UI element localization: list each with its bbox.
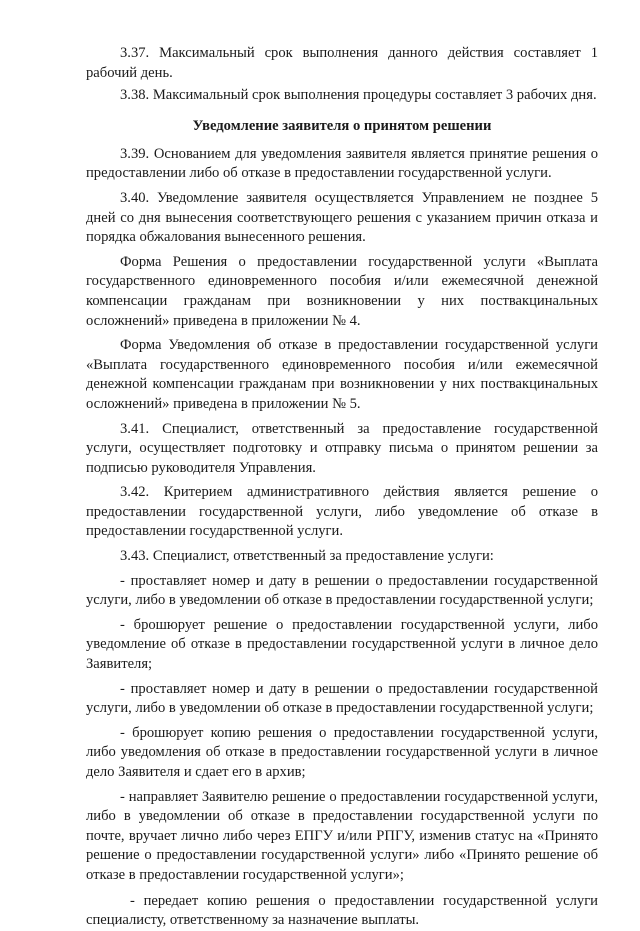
list-item: - направляет Заявителю решение о предоставлении государственной услуги, либо в уведомлении об отказе в предоставлении государственной услуги по почте, вручает лично либо через ЕПГУ и/или РПГУ, изменив статус на «Принято решение о предоставлении государственной услуги» либо «Принято решение об отказе в предоставлении государственной услуги»;	[86, 788, 598, 883]
paragraph-3-39: 3.39. Основанием для уведомления заявителя является принятие решения о предоставлении либо об отказе в предоставлении государственной услуги.	[86, 145, 598, 182]
paragraph-3-40: 3.40. Уведомление заявителя осуществляется Управлением не позднее 5 дней со дня вынесения соответствующего решения с указанием причин отказа и порядка обжалования вынесенного решения.	[86, 189, 598, 246]
paragraph-form-decision: Форма Решения о предоставлении государственной услуги «Выплата государственного единовременного пособия и/или ежемесячной денежной компенсации гражданам при возникновении у них поствакцинальных осложнений» приведена в приложении № 4.	[86, 253, 598, 329]
document-page	[86, 44, 598, 931]
paragraph-3-37: 3.37. Максимальный срок выполнения данного действия составляет 1 рабочий день.	[86, 45, 598, 81]
paragraph-3-41: 3.41. Специалист, ответственный за предоставление государственной услуги, осуществляет подготовку и отправку письма о принятом решении за подписью руководителя Управления.	[86, 420, 598, 476]
list-item: - брошюрует решение о предоставлении государственной услуги, либо уведомление об отказе в предоставлении государственной услуги в личное дело Заявителя;	[86, 616, 598, 673]
list-item: - проставляет номер и дату в решении о предоставлении государственной услуги, либо в уведомлении об отказе в предоставлении государственной услуги;	[86, 680, 598, 717]
list-item: - брошюрует копию решения о предоставлении государственной услуги, либо уведомления об отказе в предоставлении государственной услуги в личное дело Заявителя и сдает его в архив;	[86, 724, 598, 780]
paragraph-form-refusal: Форма Уведомления об отказе в предоставлении государственной услуги «Выплата государственного единовременного пособия и/или ежемесячной денежной компенсации гражданам при возникновении у них поствакцинальных осложнений» приведена в приложении № 5.	[86, 337, 598, 412]
paragraph-3-42: 3.42. Критерием административного действия является решение о предоставлении государственной услуги, либо уведомление об отказе в предоставлении государственной услуги.	[86, 484, 598, 540]
list-item: - передает копию решения о предоставлении государственной услуги специалисту, ответственному за назначение выплаты.	[86, 892, 598, 929]
paragraph-3-43: 3.43. Специалист, ответственный за предоставление услуги:	[120, 548, 494, 565]
section-title: Уведомление заявителя о принятом решении	[192, 117, 492, 134]
paragraph-3-38: 3.38. Максимальный срок выполнения процедуры составляет 3 рабочих дня.	[120, 87, 597, 104]
list-item: - проставляет номер и дату в решении о предоставлении государственной услуги, либо в уведомлении об отказе в предоставлении государственной услуги;	[86, 572, 598, 609]
